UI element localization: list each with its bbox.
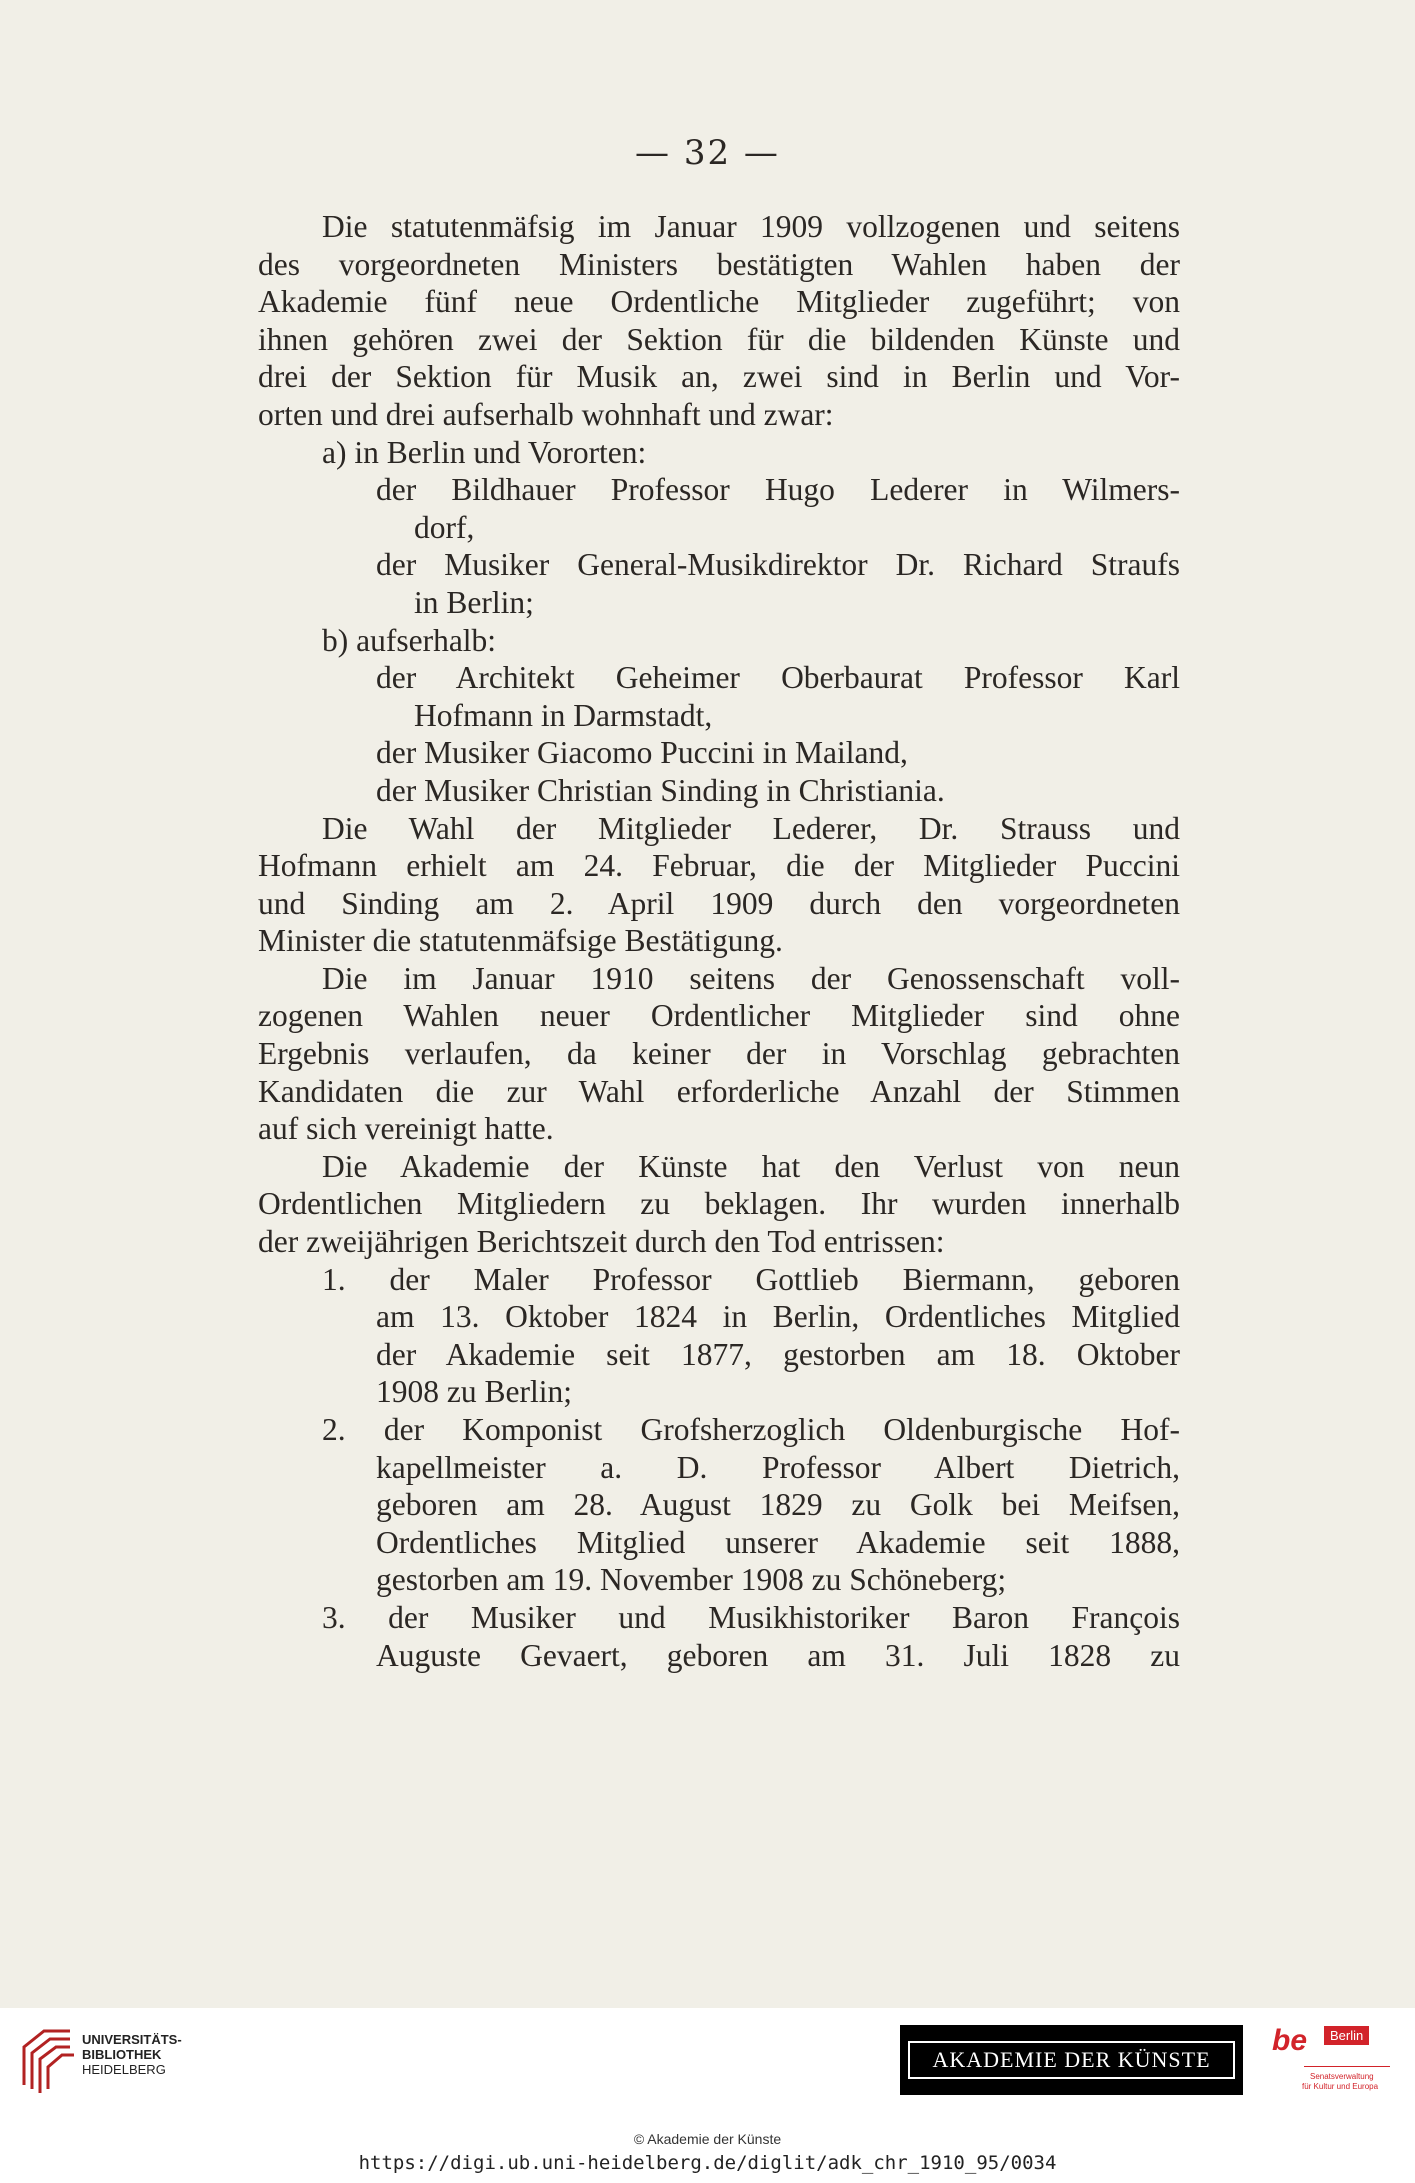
berlin-sub-1: Senatsverwaltung (1310, 2072, 1374, 2081)
text-line: 2. der Komponist Grofsherzoglich Oldenburgische Hof- (322, 1412, 1180, 1447)
text-line: der Architekt Geheimer Oberbaurat Professor Karl (376, 660, 1180, 696)
text-line: Kandidaten die zur Wahl erforderliche Anzahl der Stimmen (258, 1073, 1180, 1109)
text-line: Auguste Gevaert, geboren am 31. Juli 1828 zu (376, 1637, 1180, 1673)
body-text (258, 208, 1180, 1674)
ub-line-3: HEIDELBERG (82, 2062, 166, 2077)
berlin-be-mark (1272, 2024, 1307, 2058)
text-line: Die statutenmäfsig im Januar 1909 vollzogenen und seitens (322, 209, 1180, 244)
ub-line-2: BIBLIOTHEK (82, 2047, 162, 2062)
text-line: am 13. Oktober 1824 in Berlin, Ordentliches Mitglied (376, 1299, 1180, 1335)
text-line: Ergebnis verlaufen, da keiner der in Vorschlag gebrachten (258, 1036, 1180, 1072)
text-line: orten und drei aufserhalb wohnhaft und zwar: (258, 396, 834, 432)
akademie-logo-label: AKADEMIE DER KÜNSTE (908, 2041, 1234, 2079)
text-line: Ordentliches Mitglied unserer Akademie seit 1888, (376, 1524, 1180, 1560)
copyright-credit: © Akademie der Künste (633, 2131, 782, 2147)
source-url-link[interactable]: https://digi.ub.uni-heidelberg.de/diglit/adk_chr_1910_95/0034 (358, 2152, 1057, 2174)
text-line: zogenen Wahlen neuer Ordentlicher Mitglieder sind ohne (258, 998, 1180, 1034)
text-line: der Musiker Giacomo Puccini in Mailand, (376, 735, 908, 771)
text-line: ihnen gehören zwei der Sektion für die bildenden Künste und (258, 321, 1180, 357)
akademie-logo[interactable] (900, 2025, 1243, 2095)
text-line: der zweijährigen Berichtszeit durch den Tod entrissen: (258, 1224, 945, 1260)
text-line: dorf, (414, 509, 475, 545)
text-line: und Sinding am 2. April 1909 durch den vorgeordneten (258, 885, 1180, 921)
berlin-badge: Berlin (1324, 2026, 1369, 2045)
text-line: des vorgeordneten Ministers bestätigten Wahlen haben der (258, 246, 1180, 282)
ub-line-1: UNIVERSITÄTS- (82, 2032, 182, 2047)
text-line: b) aufserhalb: (322, 622, 497, 658)
berlin-divider (1304, 2066, 1390, 2067)
text-line: Die im Januar 1910 seitens der Genossenschaft voll- (322, 960, 1180, 996)
text-line: Die Akademie der Künste hat den Verlust von neun (322, 1148, 1180, 1184)
text-line: auf sich vereinigt hatte. (258, 1111, 554, 1147)
text-line: der Akademie seit 1877, gestorben am 18. Oktober (376, 1336, 1180, 1372)
page-number: — 32 — (635, 133, 780, 173)
text-line: der Musiker General-Musikdirektor Dr. Richard Straufs (376, 547, 1180, 583)
text-line: Die Wahl der Mitglieder Lederer, Dr. Strauss und (322, 810, 1180, 846)
text-line: Hofmann erhielt am 24. Februar, die der Mitglieder Puccini (258, 848, 1180, 884)
university-library-name (82, 2032, 182, 2077)
text-line: in Berlin; (414, 584, 534, 620)
text-line: 3. der Musiker und Musikhistoriker Baron François (322, 1599, 1180, 1635)
text-line: 1. der Maler Professor Gottlieb Biermann, geboren (322, 1261, 1180, 1297)
text-line: drei der Sektion für Musik an, zwei sind in Berlin und Vor- (258, 359, 1180, 395)
text-line: geboren am 28. August 1829 zu Golk bei Meifsen, (376, 1487, 1180, 1523)
berlin-logo-text: be (1272, 2024, 1308, 2057)
text-line: Minister die statutenmäfsige Bestätigung. (258, 923, 783, 959)
text-line: der Musiker Christian Sinding in Christiania. (376, 772, 945, 808)
text-line: gestorben am 19. November 1908 zu Schöneberg; (376, 1562, 1007, 1598)
text-line: 1908 zu Berlin; (376, 1374, 572, 1410)
text-line: Akademie fünf neue Ordentliche Mitglieder zugeführt; von (258, 284, 1180, 320)
berlin-sub-2: für Kultur und Europa (1302, 2082, 1379, 2091)
text-line: der Bildhauer Professor Hugo Lederer in Wilmers- (376, 472, 1180, 508)
berlin-senate-logo[interactable] (1272, 2022, 1392, 2102)
text-line: Ordentlichen Mitgliedern zu beklagen. Ihr wurden innerhalb (258, 1186, 1180, 1222)
text-line: Hofmann in Darmstadt, (414, 697, 713, 733)
text-line: a) in Berlin und Vororten: (322, 434, 647, 470)
text-line: kapellmeister a. D. Professor Albert Dietrich, (376, 1449, 1180, 1485)
